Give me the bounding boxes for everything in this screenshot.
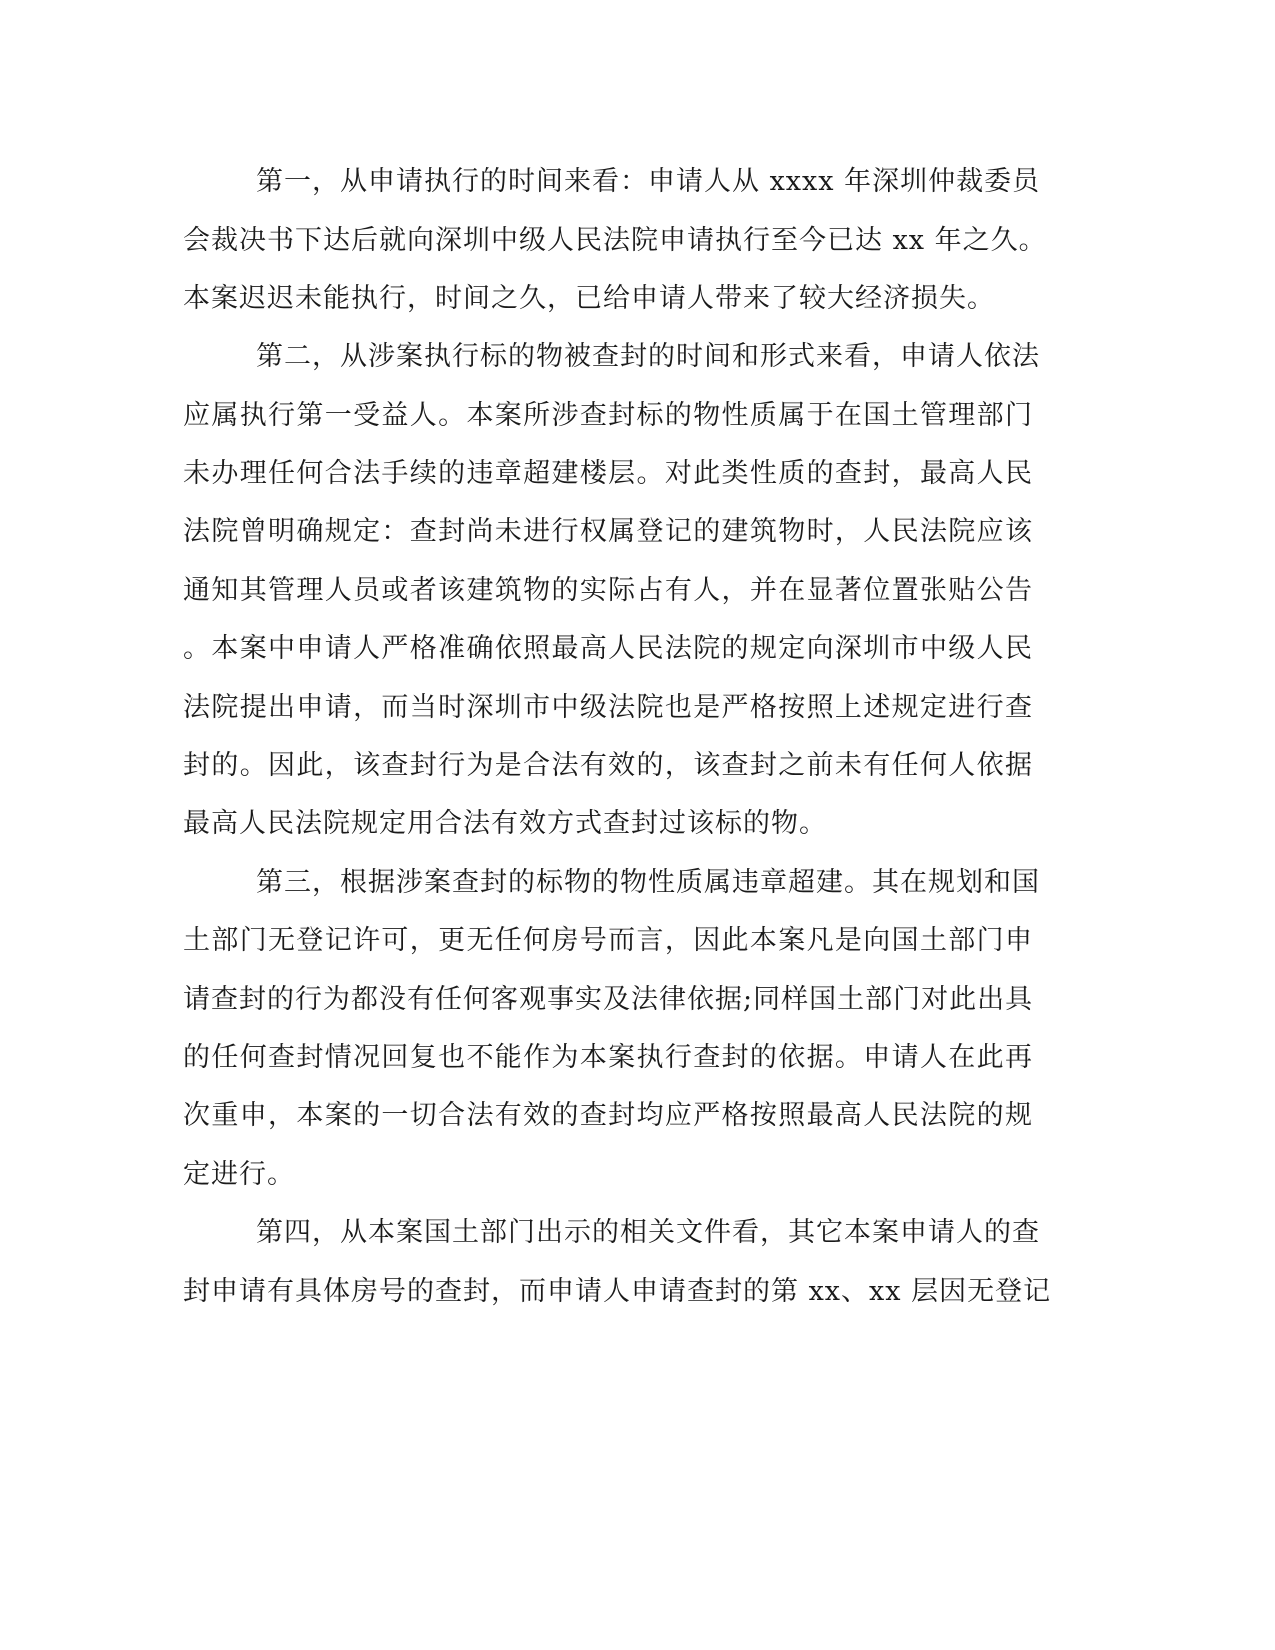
paragraph-2-line-5: 通知其管理人员或者该建筑物的实际占有人，并在显著位置张贴公告 bbox=[183, 575, 1033, 606]
paragraph-3-line-4: 的任何查封情况回复也不能作为本案执行查封的依据。申请人在此再 bbox=[183, 1042, 1033, 1073]
paragraph-2-line-6: 。本案中申请人严格准确依照最高人民法院的规定向深圳市中级人民 bbox=[183, 633, 1033, 664]
paragraph-1-line-3: 本案迟迟未能执行，时间之久，已给申请人带来了较大经济损失。 bbox=[183, 283, 995, 314]
paragraph-1-line-1: 第一，从申请执行的时间来看：申请人从 xxxx 年深圳仲裁委员 bbox=[256, 166, 1041, 197]
paragraph-2-line-8: 封的。因此，该查封行为是合法有效的，该查封之前未有任何人依据 bbox=[183, 750, 1033, 781]
paragraph-2-line-9: 最高人民法院规定用合法有效方式查封过该标的物。 bbox=[183, 808, 827, 839]
paragraph-3-line-6: 定进行。 bbox=[183, 1159, 295, 1190]
paragraph-4-line-1: 第四，从本案国土部门出示的相关文件看，其它本案申请人的查 bbox=[256, 1217, 1040, 1248]
paragraph-2-line-1: 第二，从涉案执行标的物被查封的时间和形式来看，申请人依法 bbox=[256, 341, 1040, 372]
paragraph-3-line-5: 次重申，本案的一切合法有效的查封均应严格按照最高人民法院的规 bbox=[183, 1100, 1033, 1131]
paragraph-4-line-2: 封申请有具体房号的查封，而申请人申请查封的第 xx、xx 层因无登记 bbox=[183, 1276, 1052, 1307]
paragraph-3-line-3: 请查封的行为都没有任何客观事实及法律依据;同样国土部门对此出具 bbox=[183, 984, 1034, 1015]
paragraph-3-line-2: 土部门无登记许可，更无任何房号而言，因此本案凡是向国土部门申 bbox=[183, 925, 1033, 956]
paragraph-1-line-2: 会裁决书下达后就向深圳中级人民法院申请执行至今已达 xx 年之久。 bbox=[183, 225, 1047, 256]
paragraph-2-line-4: 法院曾明确规定：查封尚未进行权属登记的建筑物时，人民法院应该 bbox=[183, 516, 1033, 547]
paragraph-3-line-1: 第三，根据涉案查封的标物的物性质属违章超建。其在规划和国 bbox=[256, 867, 1040, 898]
paragraph-2-line-3: 未办理任何合法手续的违章超建楼层。对此类性质的查封，最高人民 bbox=[183, 458, 1033, 489]
paragraph-2-line-2: 应属执行第一受益人。本案所涉查封标的物性质属于在国土管理部门 bbox=[183, 400, 1033, 431]
paragraph-2-line-7: 法院提出申请，而当时深圳市中级法院也是严格按照上述规定进行查 bbox=[183, 692, 1033, 723]
